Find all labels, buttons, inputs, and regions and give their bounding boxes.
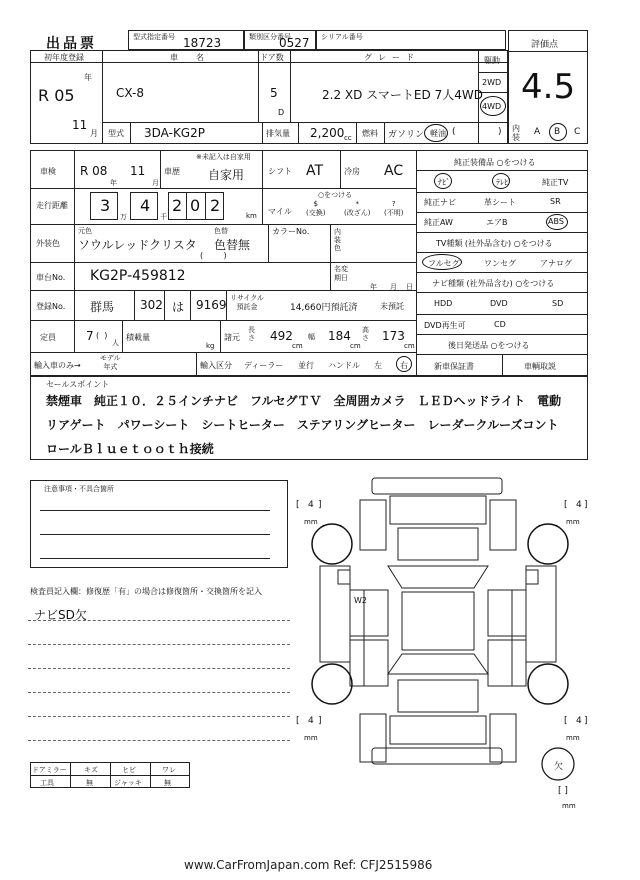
- reg-number: 9169: [196, 298, 227, 312]
- car-type-value: 3DA-KG2P: [144, 126, 205, 140]
- inspection-month: 11: [130, 164, 146, 178]
- inspector-note: ナビSD欠: [34, 608, 87, 622]
- score-value: 4.5: [521, 67, 576, 107]
- usage-value: 自家用: [208, 168, 245, 182]
- car-body-diagram: [290, 470, 590, 810]
- mileage-digit-4: 0: [190, 196, 201, 215]
- chassis-value: KG2P-459812: [90, 268, 186, 284]
- tire-front-right: [528, 524, 568, 564]
- mileage-digit-1: 3: [100, 196, 111, 215]
- interior-b-circle: [549, 123, 567, 141]
- height-value: 173: [382, 329, 405, 343]
- fuel-diesel-circle: [424, 124, 448, 142]
- sales-line-2: リアゲート パワーシート シートヒーター ステアリングヒーター レーダークルーズコント: [46, 418, 559, 432]
- drive-4wd-circle: [480, 96, 506, 116]
- spare-missing-mark: 欠: [554, 762, 564, 772]
- recycle-value: 14,660円預託済: [290, 303, 358, 313]
- tire-rear-right: [528, 664, 568, 704]
- sales-line-3: ロールＢｌｕｅｔｏｏｔｈ接続: [46, 442, 214, 456]
- equip-abs-circle: [546, 214, 568, 230]
- width-value: 184: [328, 329, 351, 343]
- tire-fl-depth: [: [296, 500, 300, 510]
- ac-value: AC: [384, 163, 404, 179]
- serial-box: シリアル番号: [316, 30, 506, 50]
- first-reg-month: 11: [72, 118, 88, 132]
- tire-front-left: [312, 524, 352, 564]
- model-cert-value: 18723: [183, 36, 222, 50]
- grade-value: 2.2 XD スマートED 7人4WD: [322, 88, 483, 102]
- color-value: ソウルレッドクリスタ: [78, 238, 197, 252]
- sheet-title: 出品票: [46, 36, 97, 52]
- fuel-value: ガソリン: [388, 130, 425, 140]
- equip-tv-circle: [492, 173, 510, 189]
- capacity-value: 7: [86, 329, 94, 343]
- equip-navi-circle: [434, 173, 452, 189]
- mileage-digit-2: 4: [140, 196, 151, 215]
- tire-rl-depth: 4: [308, 716, 314, 726]
- shift-value: AT: [306, 163, 324, 179]
- inspection-era: R 08: [80, 164, 108, 178]
- category-value: 0527: [279, 36, 310, 50]
- tire-rear-left: [312, 664, 352, 704]
- tire-fr-depth: 4: [576, 500, 582, 510]
- model-cert-box: 型式指定番号 18723: [128, 30, 244, 50]
- reg-pref: 群馬: [90, 300, 115, 314]
- displacement-value: 2,200: [310, 126, 345, 140]
- tire-rr-depth: 4: [576, 716, 582, 726]
- sales-line-1: 禁煙車 純正１０．２５インチナビ フルセグＴＶ 全周囲カメラ ＬＥＤヘッドライト 電動: [46, 394, 562, 408]
- damage-w2: W2: [354, 596, 367, 605]
- handle-right-circle: [396, 356, 412, 372]
- category-box: 類別区分番号 0527: [244, 30, 316, 50]
- score-box: 評価点 4.5: [508, 30, 588, 144]
- footer-watermark: www.CarFromJapan.com Ref: CFJ2515986: [184, 858, 433, 872]
- reg-kana: は: [172, 300, 185, 314]
- length-value: 492: [270, 329, 293, 343]
- tv-fullseg-circle: [422, 254, 462, 270]
- car-name-value: CX-8: [116, 86, 144, 100]
- mileage-digit-3: 2: [172, 196, 183, 215]
- mileage-digit-5: 2: [210, 196, 221, 215]
- door-value: 5: [270, 86, 278, 100]
- first-reg-era: R 05: [38, 86, 75, 105]
- repaint-value: 色替無: [214, 238, 251, 252]
- reg-class: 302: [140, 298, 163, 312]
